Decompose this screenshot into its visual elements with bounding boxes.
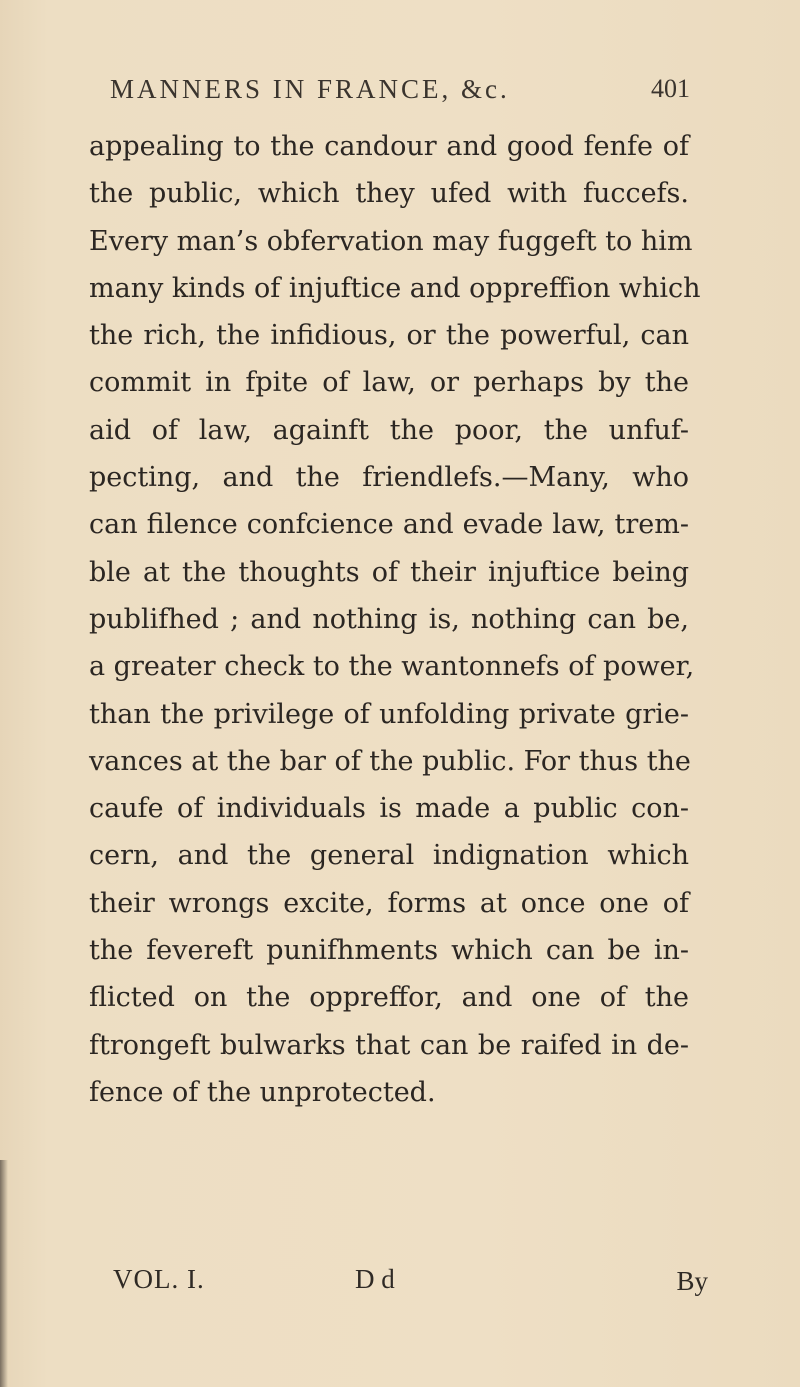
signature-mark: D d [355, 1264, 395, 1294]
body-text [89, 123, 701, 1116]
text-line: caufe of individuals is made a public con- [89, 793, 689, 825]
text-line: Every man’s obfervation may fuggeft to him [89, 225, 693, 257]
text-line: vances at the bar of the public. For thus the [89, 745, 691, 777]
text-line: pecting, and the friendlefs.—Many, who [89, 462, 689, 494]
text-line: the public, which they ufed with fuccefs. [89, 178, 689, 210]
text-line: fence of the unprotected. [89, 1076, 436, 1108]
text-line: the rich, the infidious, or the powerful, can [89, 320, 689, 352]
page-footer [113, 1258, 708, 1302]
running-title: MANNERS IN FRANCE, &c. [110, 74, 510, 104]
text-line: commit in fpite of law, or perhaps by the [89, 367, 689, 399]
page-number: 401 [651, 74, 690, 103]
text-line: their wrongs excite, forms at once one of [89, 887, 689, 919]
text-line: cern, and the general indignation which [89, 840, 689, 872]
binding-shadow [0, 1160, 8, 1387]
text-line: a greater check to the wantonnefs of power, [89, 651, 695, 683]
text-line: appealing to the candour and good fenfe of [89, 131, 689, 162]
text-line: than the privilege of unfolding private grie- [89, 698, 689, 730]
catchword: By [676, 1266, 708, 1296]
text-line: many kinds of injuftice and oppreffion which [89, 272, 701, 304]
text-line: ftrongeft bulwarks that can be raifed in de- [89, 1029, 689, 1061]
text-line: flicted on the oppreffor, and one of the [89, 982, 689, 1014]
running-head [110, 66, 690, 112]
volume-mark: VOL. I. [113, 1264, 205, 1294]
text-line: publifhed ; and nothing is, nothing can be, [89, 603, 689, 635]
text-line: can filence confcience and evade law, trem- [89, 509, 689, 541]
text-line: the fevereft punifhments which can be in- [89, 935, 689, 967]
text-line: ble at the thoughts of their injuftice being [89, 556, 689, 588]
text-line: aid of law, againft the poor, the unfuf- [89, 414, 689, 446]
